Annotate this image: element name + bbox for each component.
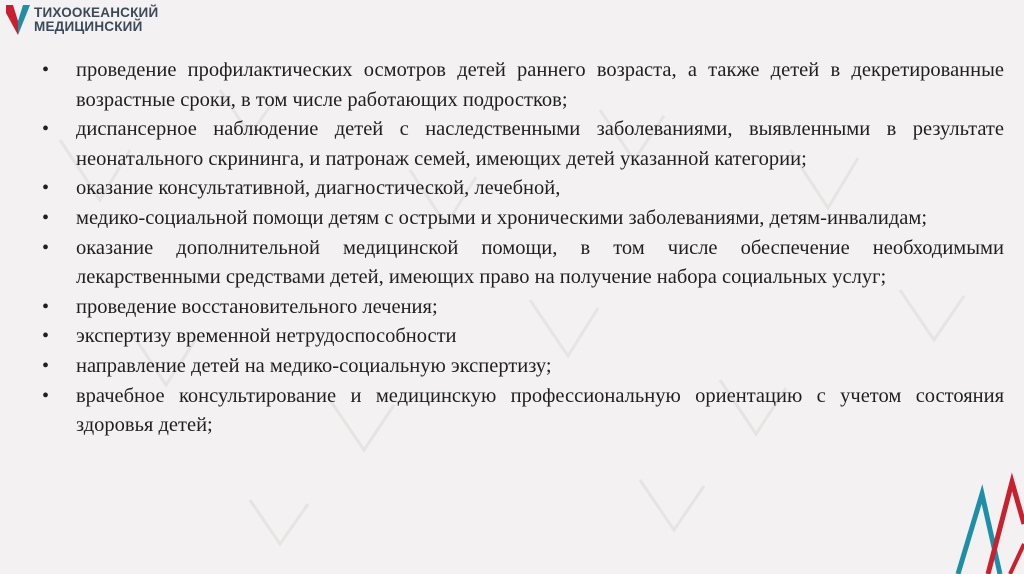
corner-decoration: [924, 464, 1024, 574]
list-item-text: проведение восстановительного лечения;: [76, 295, 438, 318]
list-item-text: медико-социальной помощи детям с острыми и хроническими заболеваниями, детям-инвалидам;: [76, 206, 928, 229]
bullet-dot: •: [42, 236, 50, 259]
list-item-text: проведение профилактических осмотров детей раннего возраста, а также детей в декретированные возрастные сроки, в том числе работающих подростков;: [76, 59, 1004, 111]
logo-line-2: МЕДИЦИНСКИЙ: [34, 19, 143, 34]
bullet-dot: •: [42, 295, 50, 318]
bullet-dot: •: [42, 384, 50, 407]
list-item-text: оказание консультативной, диагностической, лечебной,: [76, 177, 561, 200]
slide-content: [38, 56, 1004, 441]
list-item-text: диспансерное наблюдение детей с наследственными заболеваниями, выявленными в результате неонатального скрининга, и патронаж семей, имеющих детей указанной категории;: [76, 118, 1004, 170]
bullet-dot: •: [42, 354, 50, 377]
logo-mark-icon: [6, 5, 30, 35]
list-item-text: направление детей на медико-социальную экспертизу;: [76, 354, 552, 377]
bullet-dot: •: [42, 325, 50, 348]
list-item: [38, 382, 1004, 441]
list-item: [38, 56, 1004, 115]
logo: [6, 3, 158, 37]
list-item-text: оказание дополнительной медицинской помощи, в том числе обеспечение необходимыми лекарственными средствами детей, имеющих право на получение набора социальных услуг;: [76, 236, 1004, 289]
bullet-list: [38, 56, 1004, 441]
list-item: [38, 322, 1004, 352]
bullet-dot: •: [42, 118, 50, 141]
list-item: [38, 115, 1004, 174]
bullet-dot: •: [42, 206, 50, 229]
list-item: [38, 204, 1004, 234]
bullet-dot: •: [42, 59, 50, 81]
list-item: [38, 174, 1004, 204]
logo-text: [34, 6, 158, 34]
list-item: [38, 352, 1004, 382]
list-item-text: экспертизу временной нетрудоспособности: [76, 325, 457, 348]
list-item: [38, 293, 1004, 323]
bullet-dot: •: [42, 177, 50, 200]
list-item: [38, 234, 1004, 293]
list-item-text: врачебное консультирование и медицинскую профессиональную ориентацию с учетом состояния здоровья детей;: [76, 384, 1004, 437]
logo-line-1: ТИХООКЕАНСКИЙ: [34, 5, 159, 20]
